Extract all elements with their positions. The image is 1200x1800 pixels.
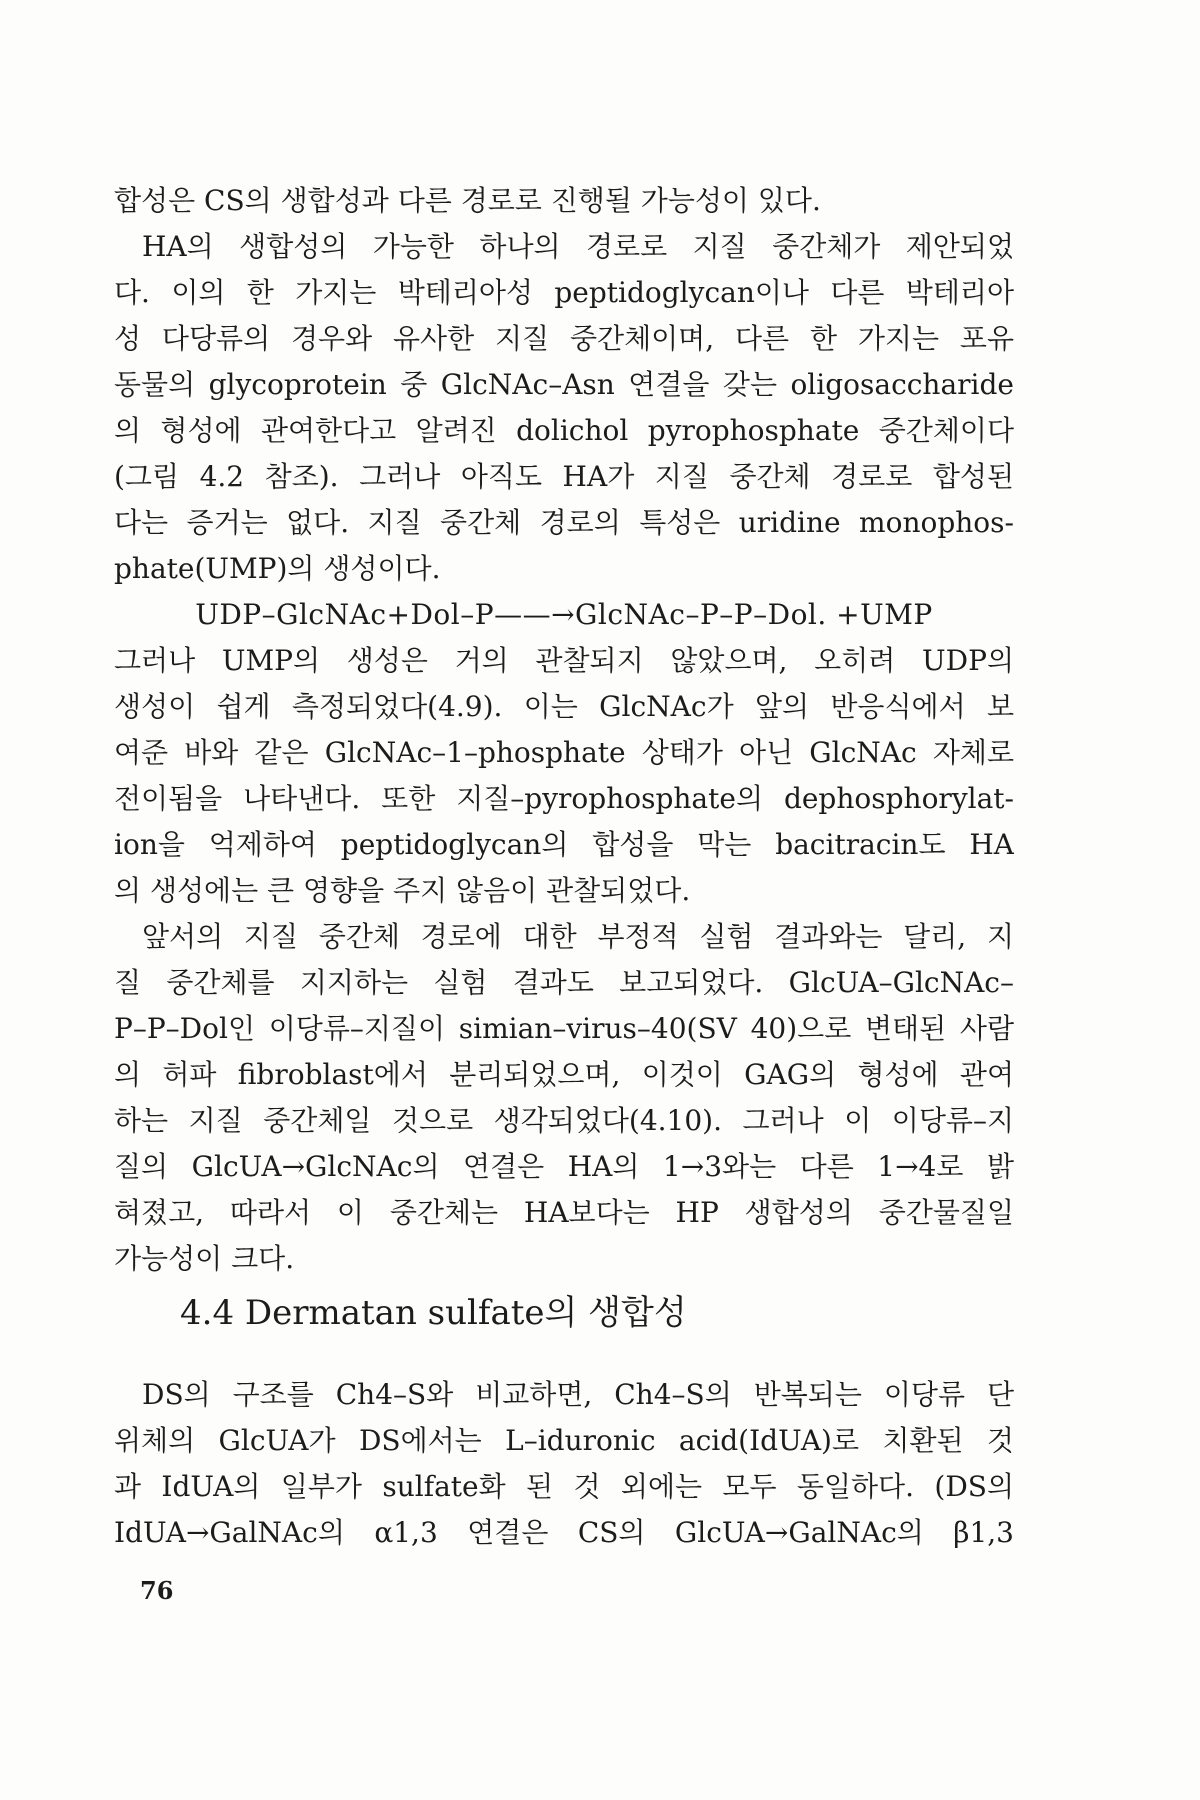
text-line: 성 다당류의 경우와 유사한 지질 중간체이며, 다른 한 가지는 포유 xyxy=(114,322,1014,355)
text-line: IdUA→GalNAc의 α1,3 연결은 CS의 GlcUA→GalNAc의 β1,3 xyxy=(114,1516,1014,1549)
text-line: DS의 구조를 Ch4–S와 비교하면, Ch4–S의 반복되는 이당류 단 xyxy=(142,1378,1014,1411)
text-line: 위체의 GlcUA가 DS에서는 L–iduronic acid(IdUA)로 치환된 것 xyxy=(114,1424,1014,1457)
text-line: phate(UMP)의 생성이다. xyxy=(114,552,441,585)
text-line: 다는 증거는 없다. 지질 중간체 경로의 특성은 uridine monophos- xyxy=(114,506,1014,539)
text-line: 앞서의 지질 중간체 경로에 대한 부정적 실험 결과와는 달리, 지 xyxy=(142,920,1014,953)
text-line: 의 형성에 관여한다고 알려진 dolichol pyrophosphate 중간체이다 xyxy=(114,414,1014,447)
text-line: 질 중간체를 지지하는 실험 결과도 보고되었다. GlcUA–GlcNAc– xyxy=(114,966,1014,999)
text-line: 과 IdUA의 일부가 sulfate화 된 것 외에는 모두 동일하다. (DS의 xyxy=(114,1470,1014,1503)
text-line: 의 허파 fibroblast에서 분리되었으며, 이것이 GAG의 형성에 관여 xyxy=(114,1058,1014,1091)
text-line: HA의 생합성의 가능한 하나의 경로로 지질 중간체가 제안되었 xyxy=(142,230,1014,263)
section-heading: 4.4 Dermatan sulfate의 생합성 xyxy=(180,1293,687,1333)
text-line: 하는 지질 중간체일 것으로 생각되었다(4.10). 그러나 이 이당류–지 xyxy=(114,1104,1014,1137)
text-line: 전이됨을 나타낸다. 또한 지질–pyrophosphate의 dephosphorylat- xyxy=(114,782,1014,815)
text-line: (그림 4.2 참조). 그러나 아직도 HA가 지질 중간체 경로로 합성된 xyxy=(114,460,1014,493)
text-line: 가능성이 크다. xyxy=(114,1242,295,1275)
text-line: 합성은 CS의 생합성과 다른 경로로 진행될 가능성이 있다. xyxy=(114,184,821,217)
text-line: 다. 이의 한 가지는 박테리아성 peptidoglycan이나 다른 박테리아 xyxy=(114,276,1014,309)
text-line: 동물의 glycoprotein 중 GlcNAc–Asn 연결을 갖는 oligosaccharide xyxy=(114,368,1014,401)
paragraph-4 xyxy=(114,914,1014,1282)
section-body-text xyxy=(114,1372,1014,1556)
paragraph-1 xyxy=(114,178,1014,224)
text-line: 여준 바와 같은 GlcNAc–1–phosphate 상태가 아닌 GlcNAc 자체로 xyxy=(114,736,1014,769)
text-line: ion을 억제하여 peptidoglycan의 합성을 막는 bacitracin도 HA xyxy=(114,828,1014,861)
paragraph-3 xyxy=(114,638,1014,914)
text-line: 질의 GlcUA→GlcNAc의 연결은 HA의 1→3와는 다른 1→4로 밝 xyxy=(114,1150,1014,1183)
paragraph-2 xyxy=(114,224,1014,592)
text-line: P–P–Dol인 이당류–지질이 simian–virus–40(SV 40)으로 변태된 사람 xyxy=(114,1012,1014,1045)
reaction-equation: UDP–GlcNAc+Dol–P——→GlcNAc–P–P–Dol. +UMP xyxy=(195,598,933,631)
body-text xyxy=(114,178,1014,1282)
text-line: 그러나 UMP의 생성은 거의 관찰되지 않았으며, 오히려 UDP의 xyxy=(114,644,1014,677)
page-number: 76 xyxy=(140,1576,174,1605)
text-line: 의 생성에는 큰 영향을 주지 않음이 관찰되었다. xyxy=(114,874,691,907)
text-line: 생성이 쉽게 측정되었다(4.9). 이는 GlcNAc가 앞의 반응식에서 보 xyxy=(114,690,1014,723)
text-line: 혀졌고, 따라서 이 중간체는 HA보다는 HP 생합성의 중간물질일 xyxy=(114,1196,1014,1229)
